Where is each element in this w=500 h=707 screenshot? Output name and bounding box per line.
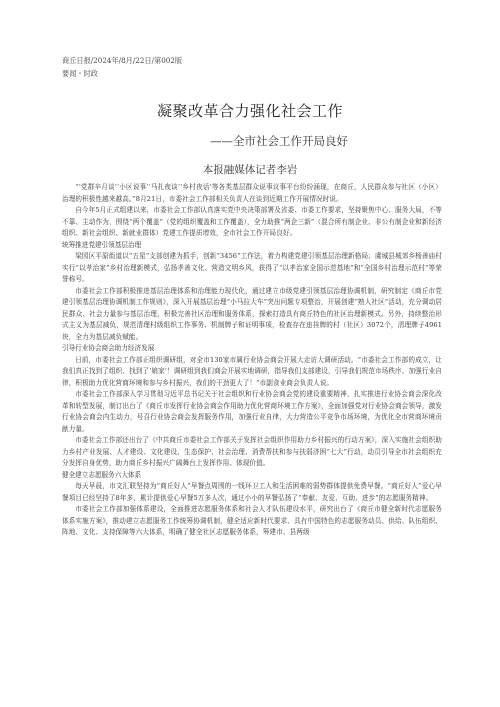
- article-body: [62, 182, 442, 539]
- section-heading: 统筹推进党建引领基层治理: [62, 240, 142, 249]
- article-paragraph: 市委社会工作部还出台了《中共商丘市委社会工作部关于发挥社会组织作用助力乡村振兴的行动方案》，深入实施社会组织助力乡村产业发展、人才建设、文化建设、生态保护、社会治理、消费帮扶和参与扶弱济困“七大”行动，动员引导全市社会组织充分发挥自身优势，助力商丘乡村振兴广阔舞台上发挥作用、体现价值。: [62, 436, 442, 467]
- section-label: 要闻・时政: [62, 69, 98, 78]
- article-paragraph: 梁园区平原街道以“五星”支部创建为抓手，创新“3456”工作法，着力构建党建引领基层治理新格局；虞城县城郊乡杨善庙村实行“以孝治家”乡村治理新模式，弘扬孝善文化、营造文明乡风，获得了“以孝治家全国示范基地”和“全国乡村治理示范村”等荣誉称号。: [62, 252, 442, 283]
- article-byline: 本报融媒体记者李岩: [202, 164, 298, 176]
- issue-source: 商丘日报/2024年/8月/22日/第002版: [62, 56, 183, 65]
- article-paragraph: “‘党群辛月谈’‘小区说事’‘马扎夜谈’‘乡村夜话’等各类基层群众说事议事平台纷纷涌现，在商丘，人民群众参与社区（小区）治理的积极性越来越高。”8月21日，市委社会工作部相关负责人在谈到近期工作开展情况时说。: [62, 183, 442, 203]
- article-paragraph: 市委社会工作部深入学习贯彻习近平总书记关于社会组织和行业协会商会党的建设重要精神，扎实推进行业协会商会深化改革和转型发展，制订出台了《商丘市发挥行业协会商会作用助力优化营商环境工作方案》，全面加强党对行业协会商会领导，激发行业协会商会内生动力，号召行业协会商会发挥服务作用，加强行业自律，大力营造公平竞争市场环境，为优化全市营商环境贡献力量。: [62, 390, 442, 433]
- section-heading: 引导行业协会商会助力经济发展: [62, 344, 155, 352]
- article-title: 凝聚改革合力强化社会工作: [156, 102, 343, 120]
- section-heading: 健全建立志愿服务六大体系: [62, 470, 142, 479]
- article-paragraph: 市委社会工作部加强体系建设，全面推进志愿服务体系和社会人才队伍建设水平，研究出台了《商丘市健全新时代志愿服务体系实施方案》，推动建立志愿服务工作统筹协调机制，健全适应新时代要求、具有中国特色的志愿服务动员、供给、队伍组织、阵地、文化、支持保障等六大体系，明确了健全社区志愿服务体系，筹建市、县两级: [62, 505, 442, 536]
- article-paragraph: 市委社会工作部积极推进基层治理体系和治理能力现代化，通过建立市级党建引领基层治理协调机制，研究制定《商丘市党建引领基层治理协调机制工作规则》，深入开展基层治理“小马拉大车”突出问题专项整治，开展创建“熟人社区”活动，充分调动居民群众、社会力量参与基层治理，积极完善社区治理和服务体系，探索打造具有商丘特色的社区治理新模式。另外，持续整治形式主义为基层减负，规范清理村级组织工作事务、机制牌子和证明事项，检查存在违挂牌的村（社区）3072个，清理牌子4961块，全力为基层减负赋能。: [62, 286, 442, 341]
- article-paragraph: 每天早晨，市文汇联坚持为“商丘好人”早餐点周围的一线环卫工人和生活困难的弱势群体提供免费早餐。“商丘好人”爱心早餐项目已经坚持了8年多，累计提供爱心早餐5万多人次，通过小小的早餐弘扬了“奉献、友爱、互助、进步”的志愿服务精神。: [62, 482, 442, 502]
- article-subtitle: ——全市社会工作开局良好: [210, 134, 348, 148]
- article-paragraph: 自今年5月正式组建以来，市委社会工作部认真落实党中央决策部署及省委、市委工作要求，坚持聚焦中心、服务大局，不等不靠、主动作为，围绕“两个覆盖”（党的组织覆盖和工作覆盖），全力助推“两企三新”（混合所有制企业、非公有制企业和新经济组织、新社会组织、新就业群体）党建工作提质增效，全市社会工作开局良好。: [62, 206, 442, 237]
- article-paragraph: 日前，市委社会工作部正组织调研组，对全市130家市属行业协会商会开展大走访大调研活动。“市委社会工作部的成立，让我们真正找到了组织、找到了‘娘家’！调研组到我们商会开展实地调研，指导我们支部建设，引导我们规范市场秩序、加强行业自律，积极助力优化营商环境和参与乡村振兴，我们的干劲更大了！”市副食业商会负责人说。: [62, 355, 442, 387]
